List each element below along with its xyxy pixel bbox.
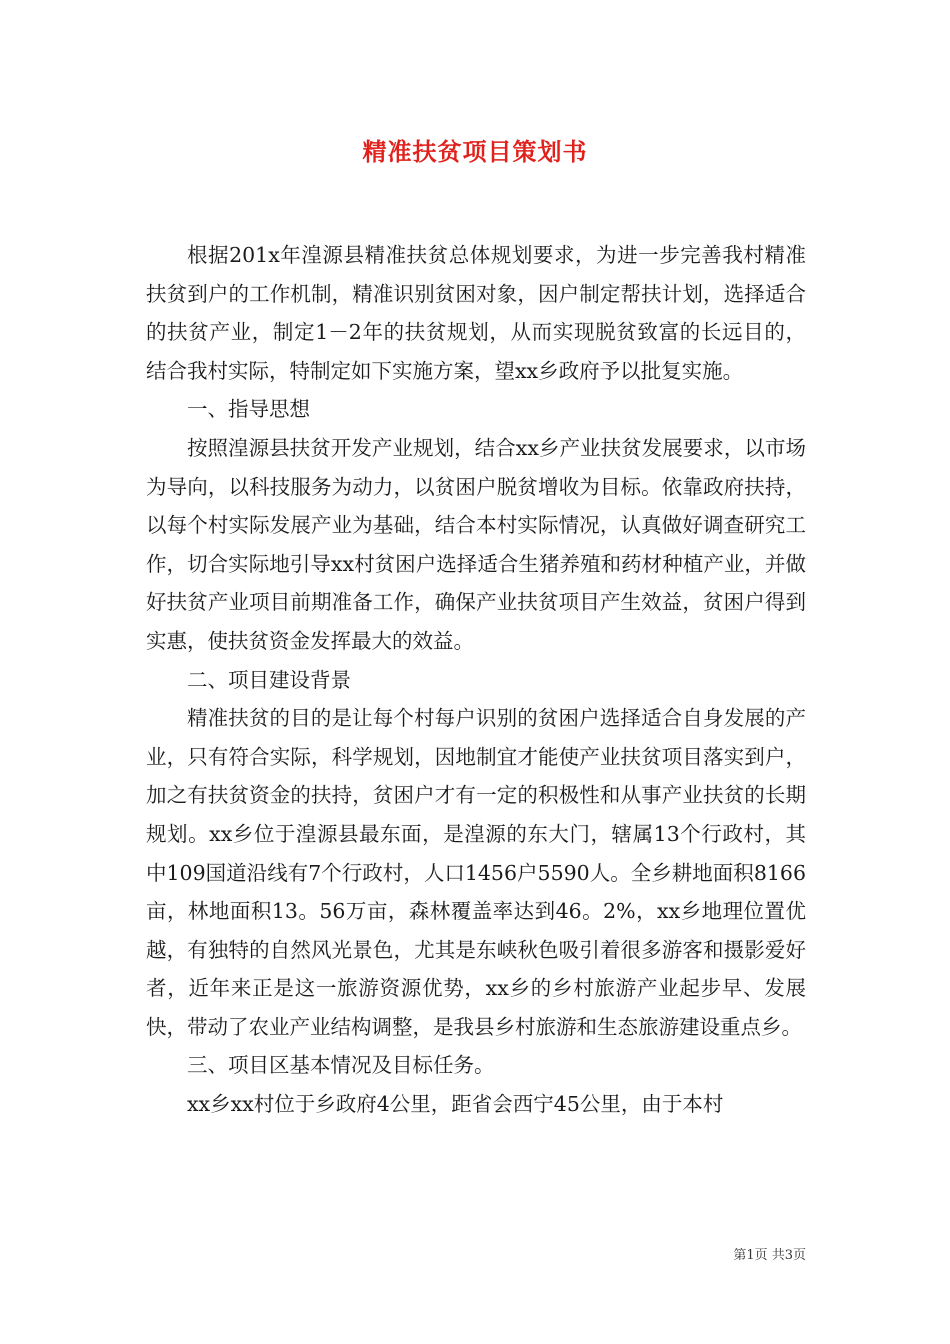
section-heading-2: 二、项目建设背景 [187, 667, 351, 692]
paragraph-background: 精准扶贫的目的是让每个村每户识别的贫困户选择适合自身发展的产业，只有符合实际，科学规划，因地制宜才能使产业扶贫项目落实到户，加之有扶贫资金的扶持，贫困户才有一定的积极性和从事产业扶贫的长期规划。xx乡位于湟源县最东面，是湟源的东大门，辖属13个行政村，其中109国道沿线有7个行政村，人口1456户5590人。全乡耕地面积8166亩，林地面积13。56万亩，森林覆盖率达到46。2%，xx乡地理位置优越，有独特的自然风光景色，尤其是东峡秋色吸引着很多游客和摄影爱好者，近年来正是这一旅游资源优势，xx乡的乡村旅游产业起步早、发展快，带动了农业产业结构调整，是我县乡村旅游和生态旅游建设重点乡。 [146, 706, 806, 1039]
section-heading-3: 三、项目区基本情况及目标任务。 [187, 1053, 495, 1078]
paragraph-intro: 根据201x年湟源县精准扶贫总体规划要求，为进一步完善我村精准扶贫到户的工作机制，精准识别贫困对象，因户制定帮扶计划，选择适合的扶贫产业，制定1－2年的扶贫规划，从而实现脱贫致富的长远目的，结合我村实际，特制定如下实施方案，望xx乡政府予以批复实施。 [146, 243, 806, 383]
page-number-footer: 第1页 共3页 [733, 1248, 806, 1263]
document-body [146, 236, 806, 1124]
paragraph-basic-situation: xx乡xx村位于乡政府4公里，距省会西宁45公里，由于本村 [187, 1092, 724, 1117]
document-title: 精准扶贫项目策划书 [362, 137, 588, 166]
section-heading-1: 一、指导思想 [187, 397, 310, 422]
paragraph-guiding-thought: 按照湟源县扶贫开发产业规划，结合xx乡产业扶贫发展要求，以市场为导向，以科技服务为动力，以贫困户脱贫增收为目标。依靠政府扶持，以每个村实际发展产业为基础，结合本村实际情况，认真做好调查研究工作，切合实际地引导xx村贫困户选择适合生猪养殖和药材种植产业，并做好扶贫产业项目前期准备工作，确保产业扶贫项目产生效益，贫困户得到实惠，使扶贫资金发挥最大的效益。 [146, 435, 806, 653]
